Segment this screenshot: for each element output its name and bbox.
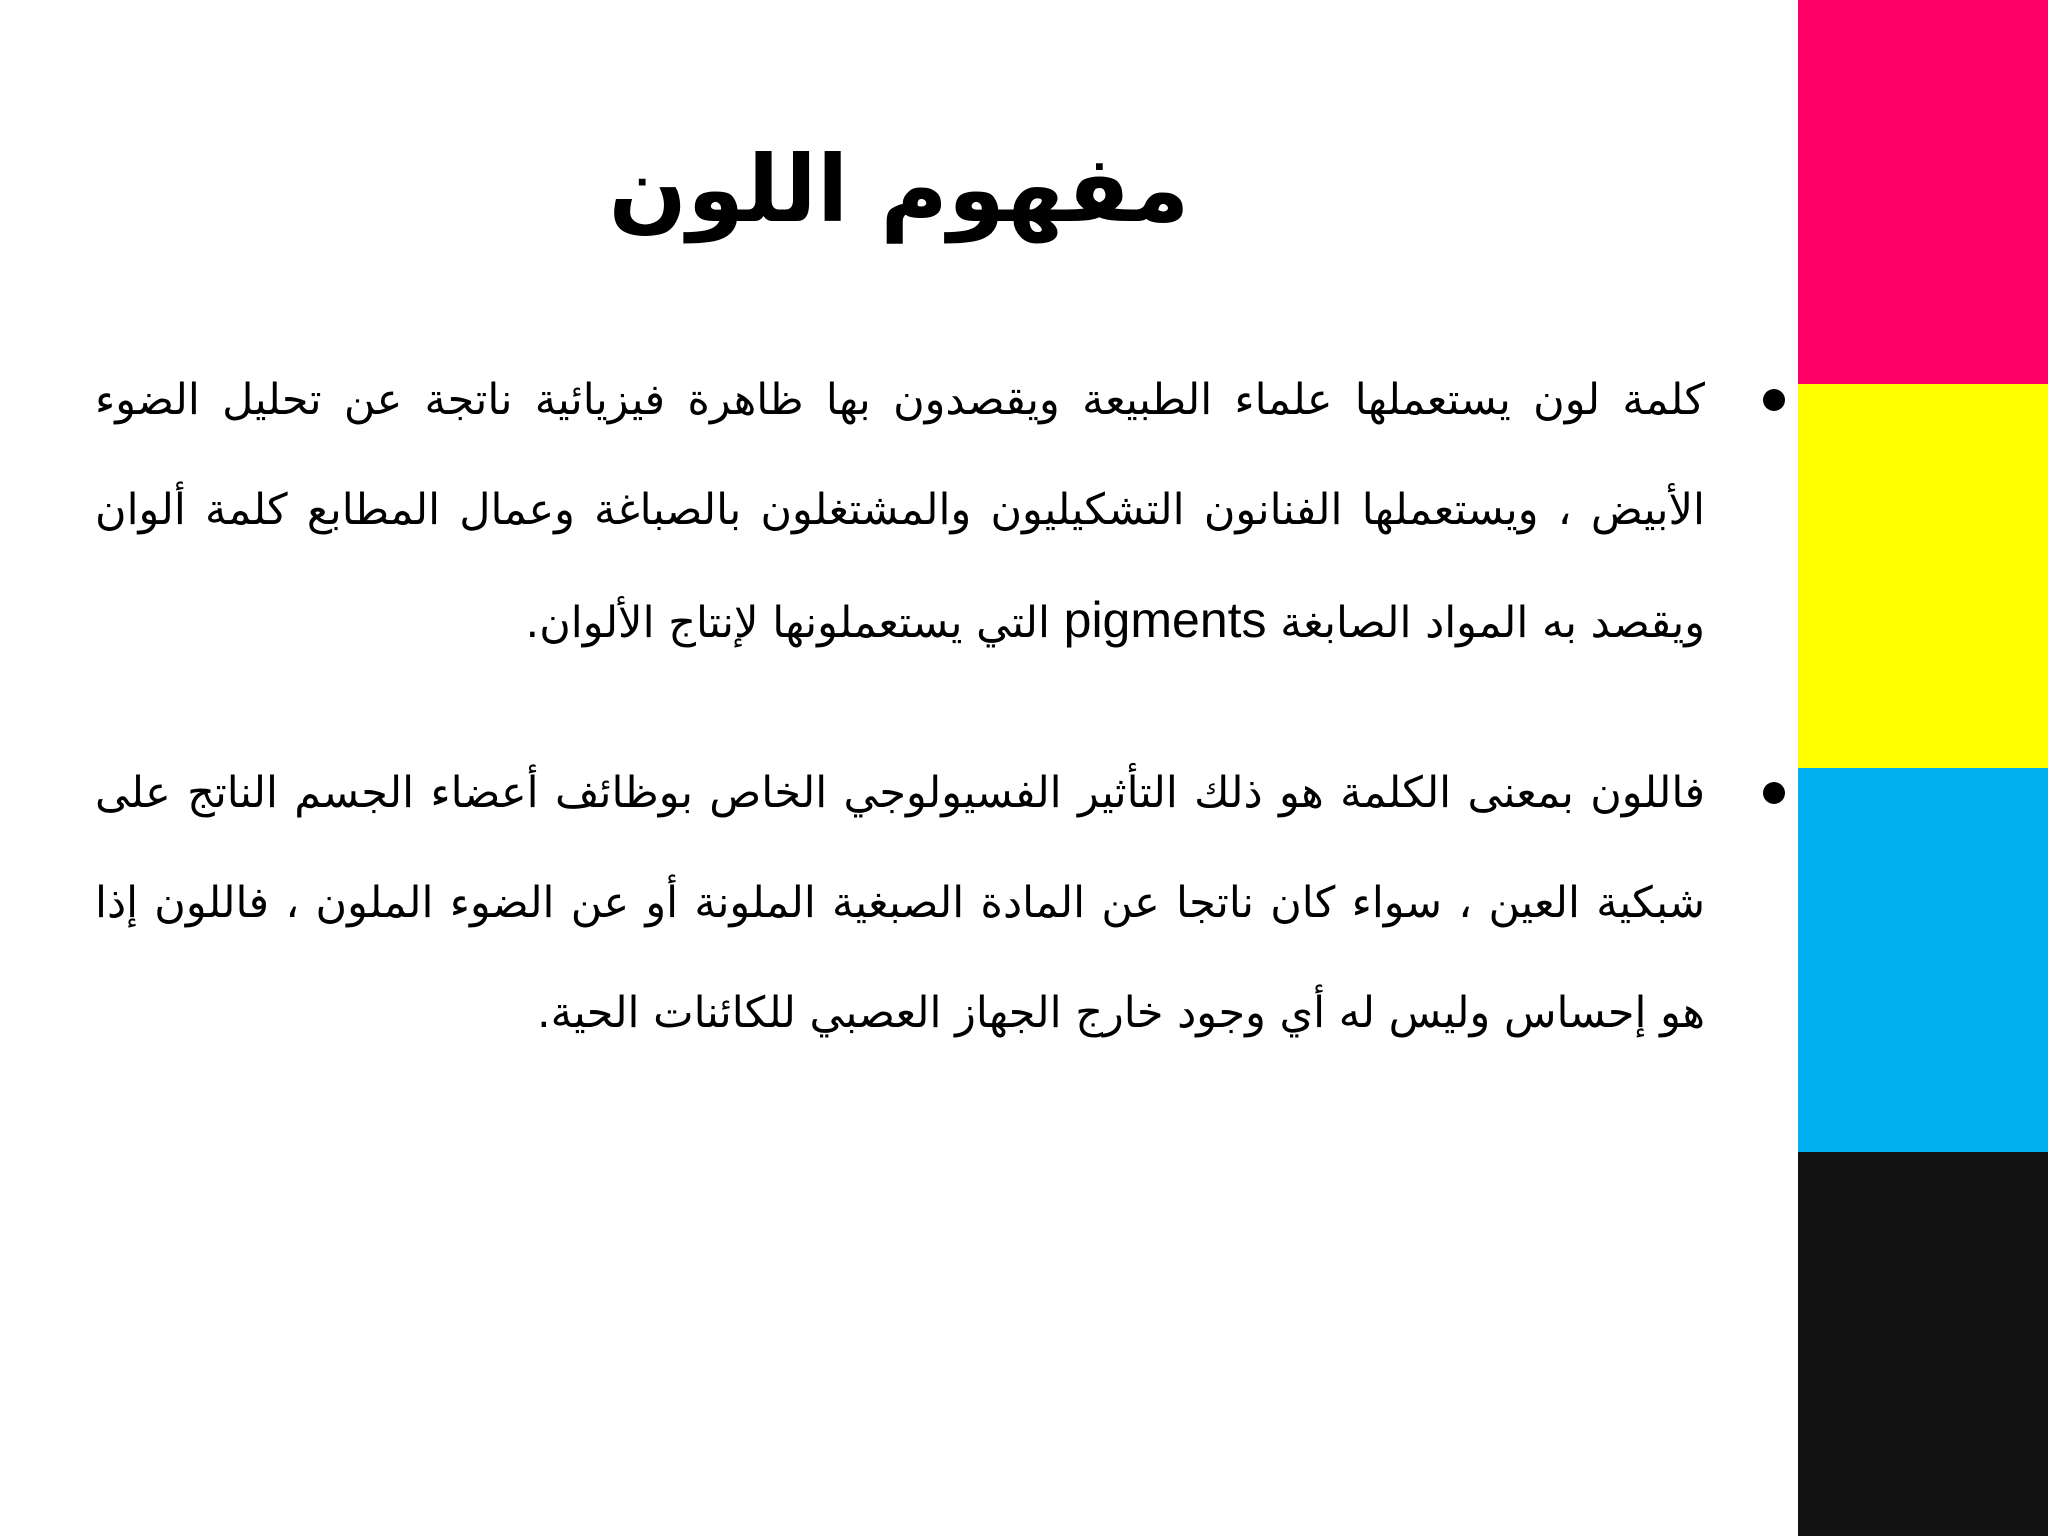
bullet-dot-icon <box>1763 389 1785 411</box>
cyan-color-block <box>1798 768 2048 1152</box>
bullet-dot-icon <box>1763 782 1785 804</box>
black-color-block <box>1798 1152 2048 1536</box>
yellow-color-block <box>1798 384 2048 768</box>
bullet-2-text: فاللون بمعنى الكلمة هو ذلك التأثير الفسيولوجي الخاص بوظائف أعضاء الجسم الناتج على شبكية العين ، سواء كان ناتجا عن المادة الصبغية الملونة أو عن الضوء الملون ، فاللون إذا هو إحساس وليس له أي وجود خارج الجهاز العصبي للكائنات الحية. <box>95 768 1705 1038</box>
bullet-1-text-before: كلمة لون يستعملها علماء الطبيعة ويقصدون بها ظاهرة فيزيائية ناتجة عن تحليل الضوء الأبيض ، ويستعملها الفنانون التشكيليون والمشتغلون بالصباغة وعمال المطابع كلمة ألوان ويقصد به المواد الصابغة <box>95 375 1705 648</box>
slide-title: مفهوم اللون <box>608 136 1190 243</box>
bullet-item-2 <box>95 738 1705 1068</box>
bullet-list <box>95 345 1705 1128</box>
bullet-1-text-after: التي يستعملونها لإنتاج الألوان. <box>525 598 1050 648</box>
cmyk-color-bar <box>1798 0 2048 1536</box>
magenta-color-block <box>1798 0 2048 384</box>
bullet-1-latin-term: pigments <box>1063 592 1267 648</box>
bullet-item-1 <box>95 345 1705 678</box>
